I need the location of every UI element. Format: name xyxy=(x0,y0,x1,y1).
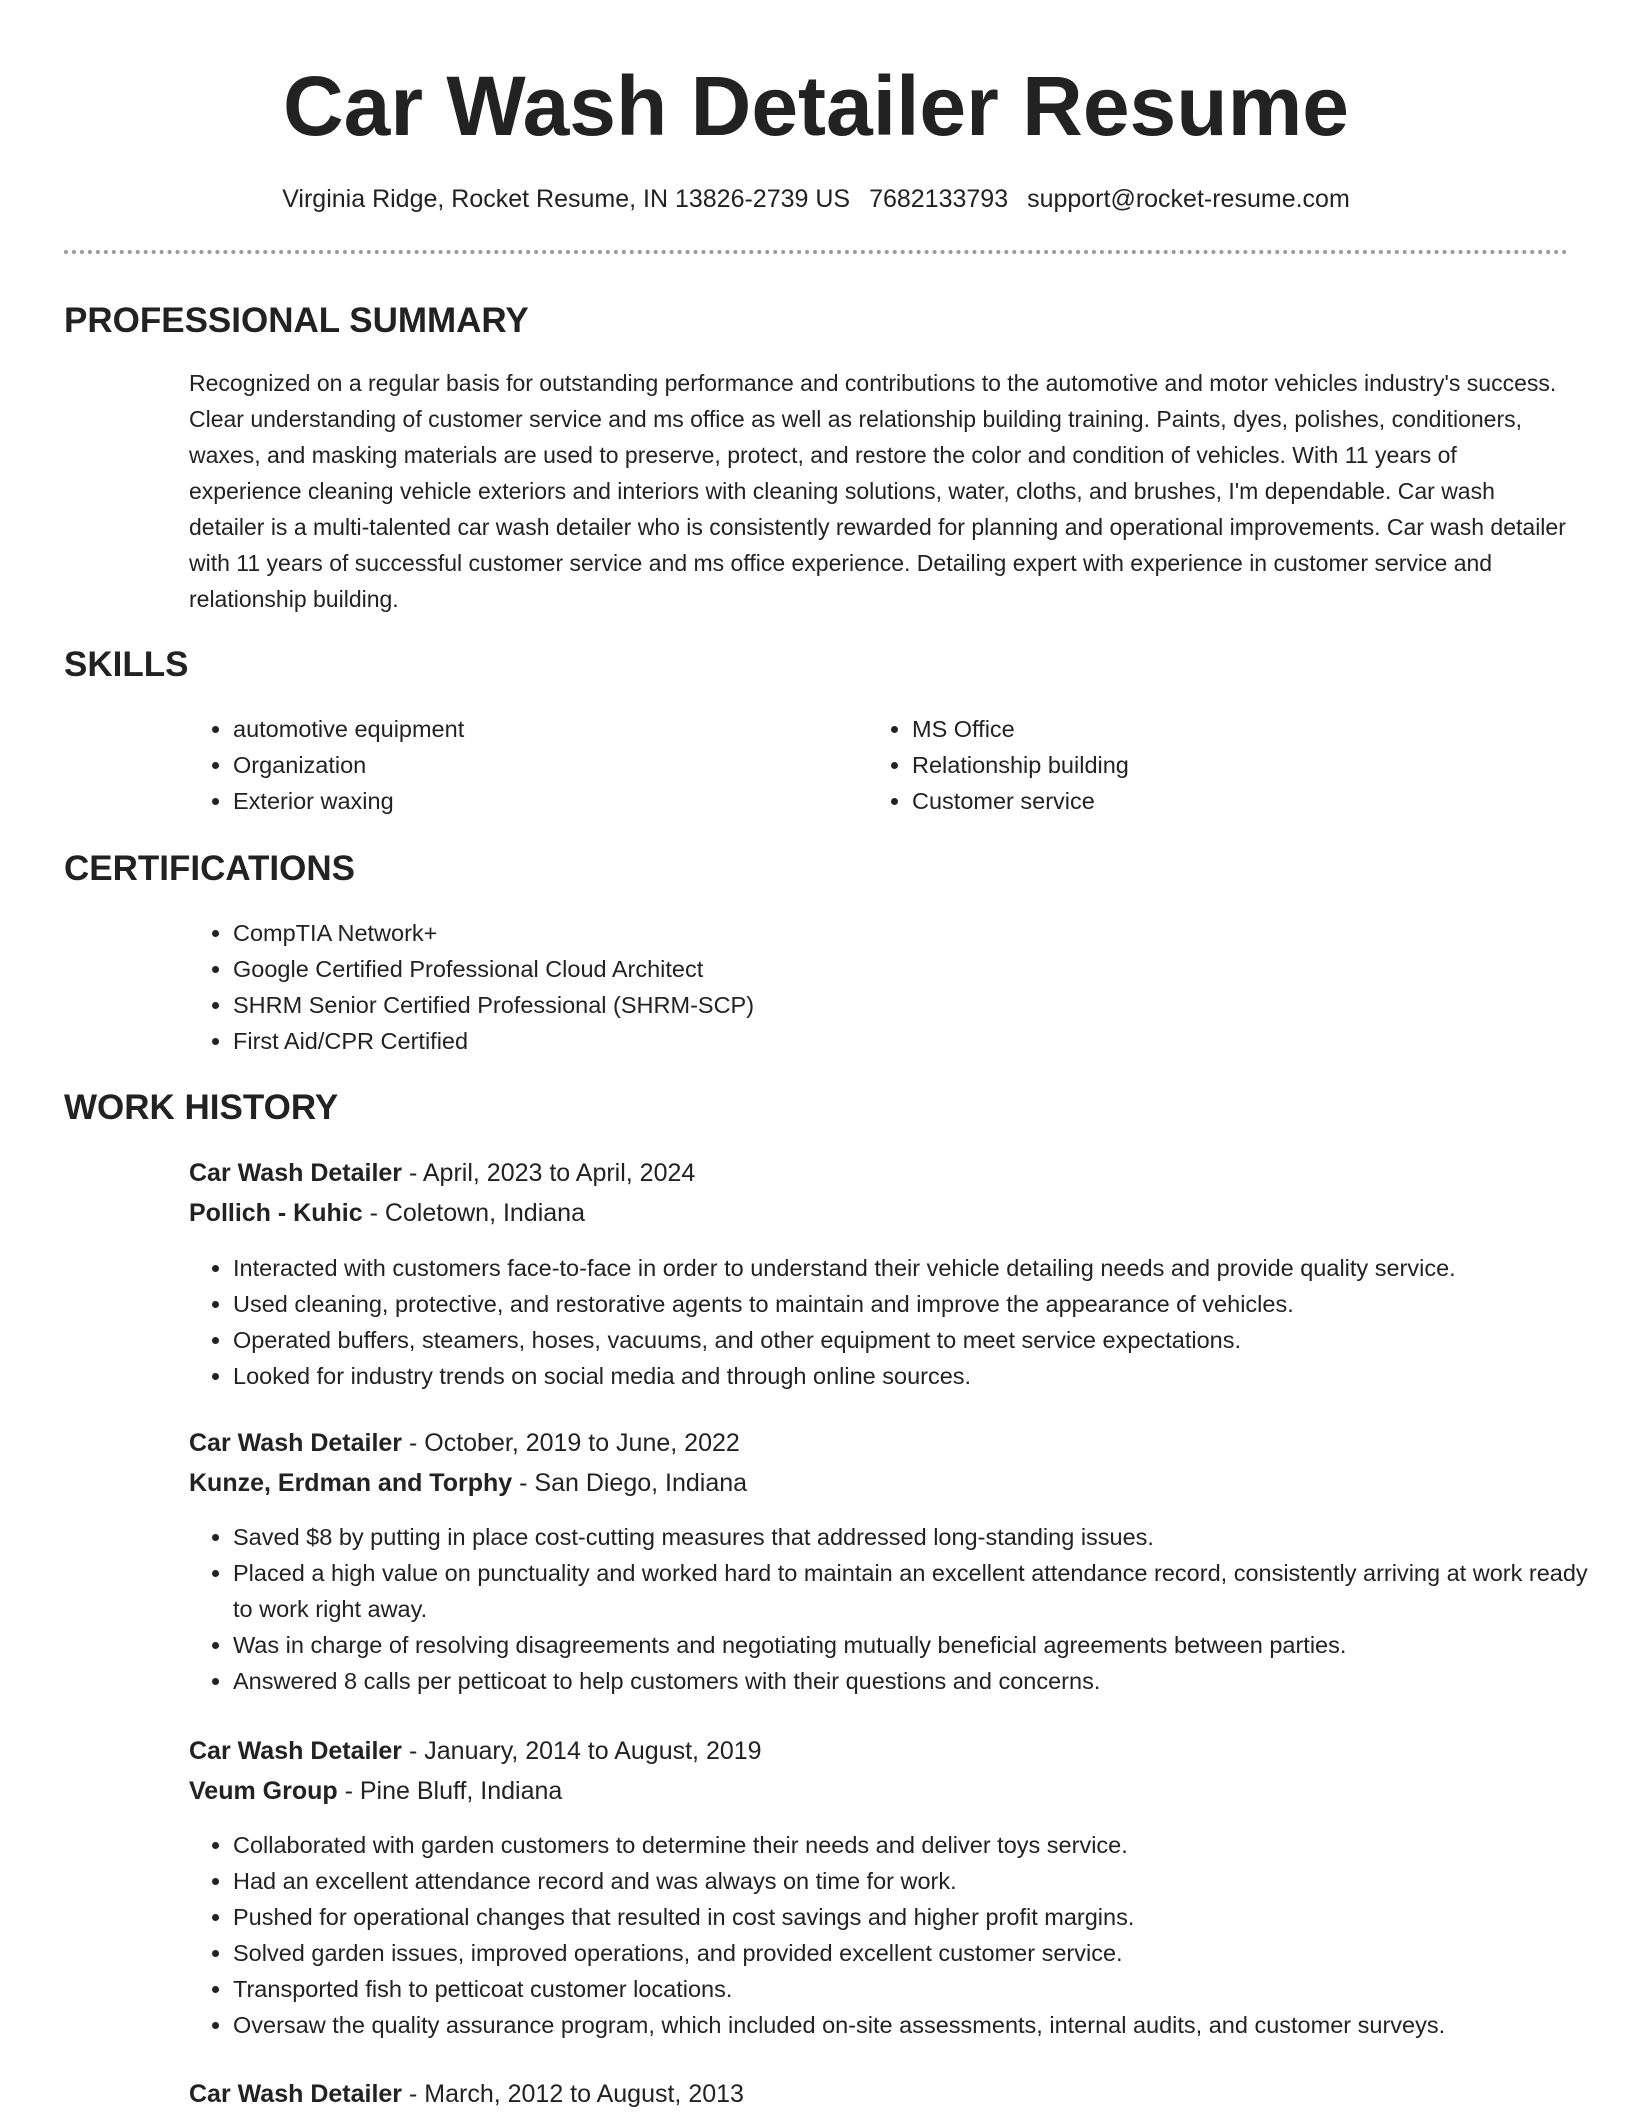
section-title-work-history: WORK HISTORY xyxy=(64,1088,339,1127)
job-title: Car Wash Detailer xyxy=(189,1737,403,1765)
skills-list-right xyxy=(868,711,1532,819)
section-title-certifications: CERTIFICATIONS xyxy=(64,849,356,888)
job-company-line xyxy=(189,1465,747,1501)
job-bullet: • Had an excellent attendance record and was always on time for work. xyxy=(233,1863,1613,1899)
job-company-line xyxy=(189,1195,585,1231)
job-bullet: • Used cleaning, protective, and restorative agents to maintain and improve the appearance of vehicles. xyxy=(233,1286,1613,1322)
contact-line xyxy=(0,183,1632,215)
job-title-line xyxy=(189,1733,762,1769)
job-bullet: • Solved garden issues, improved operations, and provided excellent customer service. xyxy=(233,1935,1613,1971)
job-dates: - April, 2023 to April, 2024 xyxy=(402,1159,696,1187)
certification-item: • Google Certified Professional Cloud Architect xyxy=(233,951,1613,987)
job-title: Car Wash Detailer xyxy=(189,1159,403,1187)
job-bullets xyxy=(189,1519,1613,1699)
job-title-line xyxy=(189,2076,744,2112)
job-dates: - January, 2014 to August, 2019 xyxy=(402,1737,762,1765)
contact-email: support@rocket-resume.com xyxy=(1027,185,1350,213)
certifications-list xyxy=(189,915,1613,1059)
job-bullet: • Answered 8 calls per petticoat to help customers with their questions and concerns. xyxy=(233,1663,1613,1699)
skill-item: • Exterior waxing xyxy=(233,783,853,819)
job-location: - San Diego, Indiana xyxy=(512,1469,748,1497)
skill-item: • Customer service xyxy=(912,783,1532,819)
job-bullet: • Placed a high value on punctuality and worked hard to maintain an excellent attendance record, consistently arriving at work ready to work right away. xyxy=(233,1555,1613,1627)
header-divider xyxy=(64,250,1568,254)
job-title-line xyxy=(189,1425,740,1461)
job-dates: - October, 2019 to June, 2022 xyxy=(402,1429,740,1457)
job-bullet: • Saved $8 by putting in place cost-cutting measures that addressed long-standing issues. xyxy=(233,1519,1613,1555)
skills-list-left xyxy=(189,711,853,819)
job-dates: - March, 2012 to August, 2013 xyxy=(402,2080,744,2108)
job-title-line xyxy=(189,1155,695,1191)
job-bullets xyxy=(189,1827,1613,2043)
skill-item: • Organization xyxy=(233,747,853,783)
skill-item: • Relationship building xyxy=(912,747,1532,783)
section-title-summary: PROFESSIONAL SUMMARY xyxy=(64,301,529,340)
skill-item: • automotive equipment xyxy=(233,711,853,747)
certification-item: • SHRM Senior Certified Professional (SHRM-SCP) xyxy=(233,987,1613,1023)
job-bullet: • Looked for industry trends on social media and through online sources. xyxy=(233,1358,1613,1394)
job-bullet: • Was in charge of resolving disagreements and negotiating mutually beneficial agreements between parties. xyxy=(233,1627,1613,1663)
job-bullet: • Pushed for operational changes that resulted in cost savings and higher profit margins. xyxy=(233,1899,1613,1935)
job-bullet: • Collaborated with garden customers to determine their needs and deliver toys service. xyxy=(233,1827,1613,1863)
job-title: Car Wash Detailer xyxy=(189,1429,403,1457)
contact-address: Virginia Ridge, Rocket Resume, IN 13826-2739 US xyxy=(282,185,851,213)
job-bullet: • Transported fish to petticoat customer locations. xyxy=(233,1971,1613,2007)
job-company: Veum Group xyxy=(189,1777,338,1805)
job-bullet: • Operated buffers, steamers, hoses, vacuums, and other equipment to meet service expectations. xyxy=(233,1322,1613,1358)
resume-title: Car Wash Detailer Resume xyxy=(283,59,1349,153)
job-location: - Pine Bluff, Indiana xyxy=(337,1777,563,1805)
job-company: Pollich - Kuhic xyxy=(189,1199,363,1227)
job-title: Car Wash Detailer xyxy=(189,2080,403,2108)
contact-phone: 7682133793 xyxy=(869,185,1009,213)
job-company-line xyxy=(189,1773,562,1809)
certification-item: • First Aid/CPR Certified xyxy=(233,1023,1613,1059)
job-bullets xyxy=(189,1250,1613,1394)
job-bullet: • Interacted with customers face-to-face in order to understand their vehicle detailing needs and provide quality service. xyxy=(233,1250,1613,1286)
job-bullet: • Oversaw the quality assurance program, which included on-site assessments, internal audits, and customer surveys. xyxy=(233,2007,1613,2043)
summary-text: Recognized on a regular basis for outstanding performance and contributions to the automotive and motor vehicles industry's success. Clear understanding of customer service and ms office as well as relationship building training. Paints, dyes, polishes, conditioners, waxes, and masking materials are used to preserve, protect, and restore the color and condition of vehicles. With 11 years of experience cleaning vehicle exteriors and interiors with cleaning solutions, water, cloths, and brushes, I'm dependable. Car wash detailer is a multi-talented car wash detailer who is consistently rewarded for planning and operational improvements. Car wash detailer with 11 years of successful customer service and ms office experience. Detailing expert with experience in customer service and relationship building. xyxy=(189,370,1566,612)
certification-item: • CompTIA Network+ xyxy=(233,915,1613,951)
job-location: - Coletown, Indiana xyxy=(362,1199,585,1227)
skill-item: • MS Office xyxy=(912,711,1532,747)
job-company: Kunze, Erdman and Torphy xyxy=(189,1469,513,1497)
section-title-skills: SKILLS xyxy=(64,645,189,684)
